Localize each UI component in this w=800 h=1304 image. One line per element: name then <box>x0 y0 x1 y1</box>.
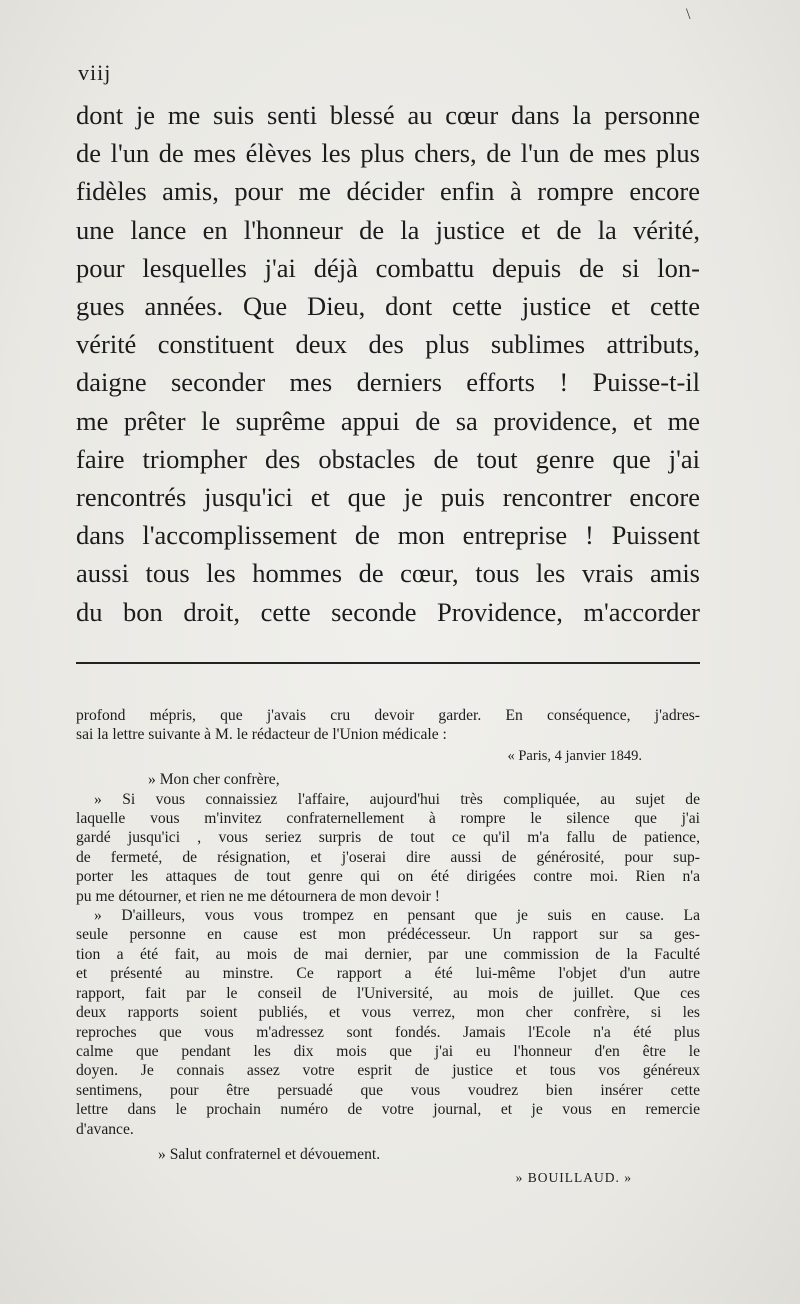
main-text-line: une lance en l'honneur de la justice et de la vérité, <box>76 214 700 245</box>
letter-paragraph-line: lettre dans le prochain numéro de votre journal, et je vous en remercie <box>76 1101 700 1119</box>
letter-paragraph-line: sentimens, pour être persuadé que vous voudrez bien insérer cette <box>76 1081 700 1099</box>
letter-paragraph-line: d'avance. <box>76 1120 134 1138</box>
letter-paragraph-line: » D'ailleurs, vous vous trompez en pensant que je suis en cause. La <box>94 907 700 925</box>
main-text-line: du bon droit, cette seconde Providence, m'accorder <box>76 596 700 627</box>
footnote-divider <box>76 662 700 664</box>
letter-paragraph-line: de fermeté, de résignation, et j'oserai dire aussi de générosité, pour sup- <box>76 848 700 866</box>
letter-dateline: « Paris, 4 janvier 1849. <box>507 747 642 764</box>
main-text-line: de l'un de mes élèves les plus chers, de l'un de mes plus <box>76 138 700 169</box>
letter-paragraph-line: laquelle vous m'invitez confraternellement à rompre le silence que j'ai <box>76 810 700 828</box>
letter-paragraph-line: calme que pendant les dix mois que j'ai eu l'honneur d'en être le <box>76 1042 700 1060</box>
main-text-line: pour lesquelles j'ai déjà combattu depuis de si lon- <box>76 252 700 283</box>
main-text-line: daigne seconder mes derniers efforts ! Puisse-t-il <box>76 367 700 398</box>
letter-paragraph-line: gardé jusqu'ici , vous seriez surpris de tout ce qu'il m'a fallu de patience, <box>76 829 700 847</box>
letter-paragraph-line: doyen. Je connais assez votre esprit de justice et tous vos généreux <box>76 1062 700 1080</box>
main-text-line: gues années. Que Dieu, dont cette justice et cette <box>76 291 700 322</box>
letter-paragraph-line: reproches que vous m'adressez sont fondés. Jamais l'Ecole n'a été plus <box>76 1023 700 1041</box>
letter-paragraph-line: » Si vous connaissiez l'affaire, aujourd'hui très compliquée, au sujet de <box>94 790 700 808</box>
main-text-line: fidèles amis, pour me décider enfin à rompre encore <box>76 176 700 207</box>
main-text-line: me prêter le suprême appui de sa providence, et me <box>76 405 700 436</box>
corner-mark: \ <box>686 6 691 23</box>
footnote-block <box>76 706 700 1188</box>
letter-paragraph-line: pu me détourner, et rien ne me détournera de mon devoir ! <box>76 887 440 905</box>
main-text-line: dans l'accomplissement de mon entreprise ! Puissent <box>76 520 700 551</box>
letter-paragraph-line: tion a été fait, au mois de mai dernier, par une commission de la Faculté <box>76 945 700 963</box>
main-text-line: aussi tous les hommes de cœur, tous les vrais amis <box>76 558 700 589</box>
main-text-line: dont je me suis senti blessé au cœur dans la personne <box>76 100 700 130</box>
letter-paragraph-line: et présenté au minstre. Ce rapport a été lui-même l'objet d'un autre <box>76 965 700 983</box>
page-number: viij <box>78 60 112 85</box>
main-text-line: rencontrés jusqu'ici et que je puis rencontrer encore <box>76 482 700 513</box>
footnote-intro-line: sai la lettre suivante à M. le rédacteur de l'Union médicale : <box>76 726 447 744</box>
letter-closing: » Salut confraternel et dévouement. <box>158 1145 381 1163</box>
main-text-line: faire triompher des obstacles de tout genre que j'ai <box>76 443 700 474</box>
letter-salutation: » Mon cher confrère, <box>148 771 280 789</box>
letter-paragraph-line: seule personne en cause est mon prédécesseur. Un rapport sur sa ges- <box>76 926 700 944</box>
letter-paragraph-line: porter les attaques de tout genre qui on été dirigées contre moi. Rien n'a <box>76 868 700 886</box>
letter-signature: » BOUILLAUD. » <box>515 1170 632 1186</box>
main-text-block <box>76 96 700 631</box>
letter-paragraph-line: rapport, fait par le conseil de l'Université, au mois de juillet. Que ces <box>76 984 700 1002</box>
letter-paragraph-line: deux rapports soient publiés, et vous verrez, mon cher confrère, si les <box>76 1004 700 1022</box>
main-text-line: vérité constituent deux des plus sublimes attributs, <box>76 329 700 360</box>
footnote-intro-line: profond mépris, que j'avais cru devoir garder. En conséquence, j'adres- <box>76 707 700 724</box>
